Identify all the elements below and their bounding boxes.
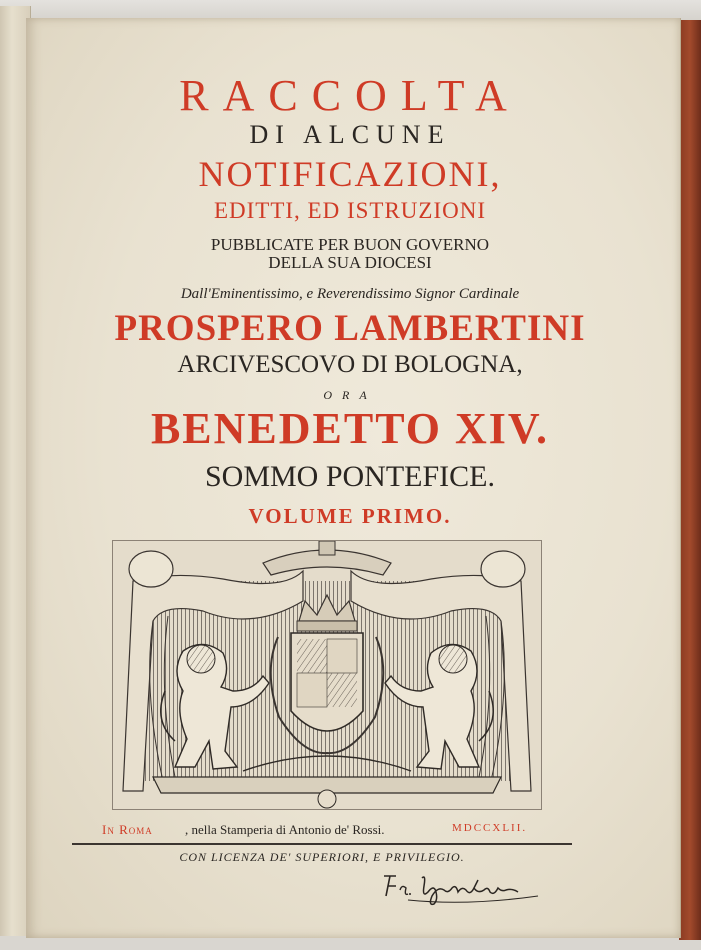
word-ora: ORA	[323, 388, 377, 402]
title-editti: EDITTI, ED ISTRUZIONI	[213, 198, 487, 223]
imprint-year: MDCCXLII.	[452, 822, 528, 834]
background	[0, 0, 701, 20]
coat-of-arms-engraving	[112, 540, 542, 810]
title-raccolta: RACCOLTA	[179, 71, 521, 120]
author-title: ARCIVESCOVO DI BOLOGNA,	[177, 351, 523, 378]
pope-title: SOMMO PONTEFICE.	[204, 460, 496, 493]
imprint-place: In Roma	[102, 822, 153, 837]
imprint-rule	[72, 843, 572, 845]
pope-name: BENEDETTO XIV.	[150, 404, 550, 453]
author-name: PROSPERO LAMBERTINI	[114, 308, 586, 349]
license-line: CON LICENZA DE' SUPERIORI, E PRIVILEGIO.	[179, 850, 465, 864]
title-di-alcune: DI ALCUNE	[249, 120, 451, 149]
handwritten-signature	[378, 866, 548, 906]
subtitle-diocesi: DELLA SUA DIOCESI	[268, 253, 432, 272]
imprint-printer: , nella Stamperia di Antonio de' Rossi.	[185, 822, 385, 837]
subtitle-cardinale: Dall'Eminentissimo, e Reverendissimo Signor Cardinale	[180, 286, 520, 302]
book-binding-edge	[679, 20, 701, 940]
title-notificazioni: NOTIFICAZIONI,	[198, 154, 502, 194]
subtitle-pubblicate: PUBBLICATE PER BUON GOVERNO	[210, 235, 490, 254]
volume-label: VOLUME PRIMO.	[248, 504, 452, 528]
imprint-line	[90, 822, 570, 842]
